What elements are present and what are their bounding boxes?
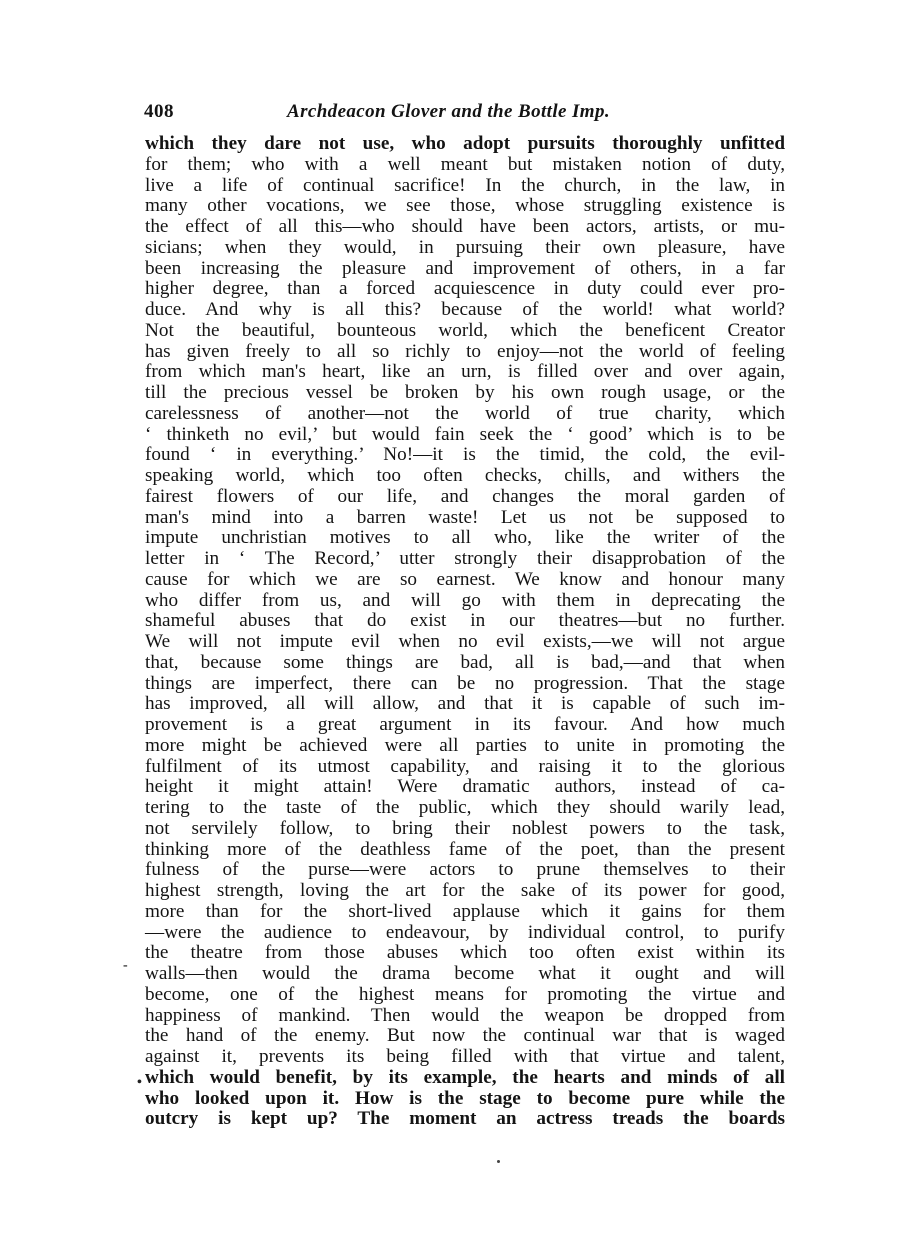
text-line: more than for the short-lived applause which it gains for them <box>145 900 785 922</box>
text-line: things are imperfect, there can be no progression. That the stage <box>145 672 785 694</box>
text-line: many other vocations, we see those, whose struggling existence is <box>145 195 785 217</box>
text-line: the effect of all this—who should have been actors, artists, or mu- <box>145 216 785 237</box>
text-line: higher degree, than a forced acquiescence in duty could ever pro- <box>145 278 785 300</box>
text-line: thinking more of the deathless fame of the poet, than the present <box>145 838 785 860</box>
page-header <box>144 101 784 127</box>
margin-dash-mark: - <box>123 958 128 973</box>
text-line: letter in ‘ The Record,’ utter strongly their disapprobation of the <box>145 548 785 569</box>
page-number: 408 <box>144 101 174 122</box>
text-line: who looked upon it. How is the stage to become pure while the <box>145 1087 785 1109</box>
text-line: happiness of mankind. Then would the weapon be dropped from <box>145 1004 785 1026</box>
text-line: the theatre from those abuses which too often exist within its <box>145 942 785 964</box>
text-line: which would benefit, by its example, the hearts and minds of all <box>145 1066 785 1088</box>
text-line: till the precious vessel be broken by his own rough usage, or the <box>145 382 785 403</box>
text-line: fulfilment of its utmost capability, and raising it to the glorious <box>145 755 785 777</box>
text-line: Not the beautiful, bounteous world, which the beneficent Creator <box>145 319 785 341</box>
text-line: shameful abuses that do exist in our theatres—but no further. <box>145 610 785 632</box>
text-line: live a life of continual sacrifice! In the church, in the law, in <box>145 174 785 196</box>
text-line: become, one of the highest means for promoting the virtue and <box>145 983 785 1005</box>
text-line: against it, prevents its being filled with that virtue and talent, <box>145 1046 785 1067</box>
text-line: fairest flowers of our life, and changes the moral garden of <box>145 485 785 507</box>
text-line: outcry is kept up? The moment an actress treads the boards <box>145 1108 785 1130</box>
text-line: duce. And why is all this? because of the world! what world? <box>145 299 785 320</box>
text-line: provement is a great argument in its favour. And how much <box>145 714 785 735</box>
text-line: carelessness of another—not the world of true charity, which <box>145 402 785 424</box>
text-line: which they dare not use, who adopt pursuits thoroughly unfitted <box>145 133 785 154</box>
text-line: more might be achieved were all parties to unite in promoting the <box>145 734 785 756</box>
text-line: not servilely follow, to bring their noblest powers to the task, <box>145 817 785 839</box>
text-line: found ‘ in everything.’ No!—it is the timid, the cold, the evil- <box>145 444 785 466</box>
text-line: We will not impute evil when no evil exists,—we will not argue <box>145 631 785 652</box>
text-line: has improved, all will allow, and that it is capable of such im- <box>145 693 785 715</box>
text-line: impute unchristian motives to all who, like the writer of the <box>145 527 785 549</box>
text-line: height it might attain! Were dramatic authors, instead of ca- <box>145 776 785 798</box>
text-line: ‘ thinketh no evil,’ but would fain seek the ‘ good’ which is to be <box>145 423 785 445</box>
body-text <box>145 134 785 1130</box>
text-line: cause for which we are so earnest. We know and honour many <box>145 568 785 590</box>
running-title: Archdeacon Glover and the Bottle Imp. <box>287 101 611 122</box>
text-line: tering to the taste of the public, which they should warily lead, <box>145 797 785 818</box>
margin-bullet-mark: • <box>137 1075 142 1090</box>
text-line: highest strength, loving the art for the sake of its power for good, <box>145 880 785 901</box>
text-line: who differ from us, and will go with them in deprecating the <box>145 589 785 611</box>
text-line: speaking world, which too often checks, chills, and withers the <box>145 465 785 486</box>
text-line: —were the audience to endeavour, by individual control, to purify <box>145 921 785 943</box>
text-line: been increasing the pleasure and improvement of others, in a far <box>145 257 785 279</box>
text-line: from which man's heart, like an urn, is filled over and over again, <box>145 361 785 383</box>
text-line: for them; who with a well meant but mistaken notion of duty, <box>145 153 785 175</box>
text-line: walls—then would the drama become what it ought and will <box>145 963 785 984</box>
text-line: sicians; when they would, in pursuing their own pleasure, have <box>145 236 785 258</box>
text-line: the hand of the enemy. But now the continual war that is waged <box>145 1025 785 1047</box>
text-line: has given freely to all so richly to enjoy—not the world of feeling <box>145 340 785 362</box>
text-line: fulness of the purse—were actors to prune themselves to their <box>145 859 785 881</box>
ink-speck <box>497 1160 500 1163</box>
text-line: that, because some things are bad, all is bad,—and that when <box>145 651 785 673</box>
text-line: man's mind into a barren waste! Let us not be supposed to <box>145 506 785 528</box>
